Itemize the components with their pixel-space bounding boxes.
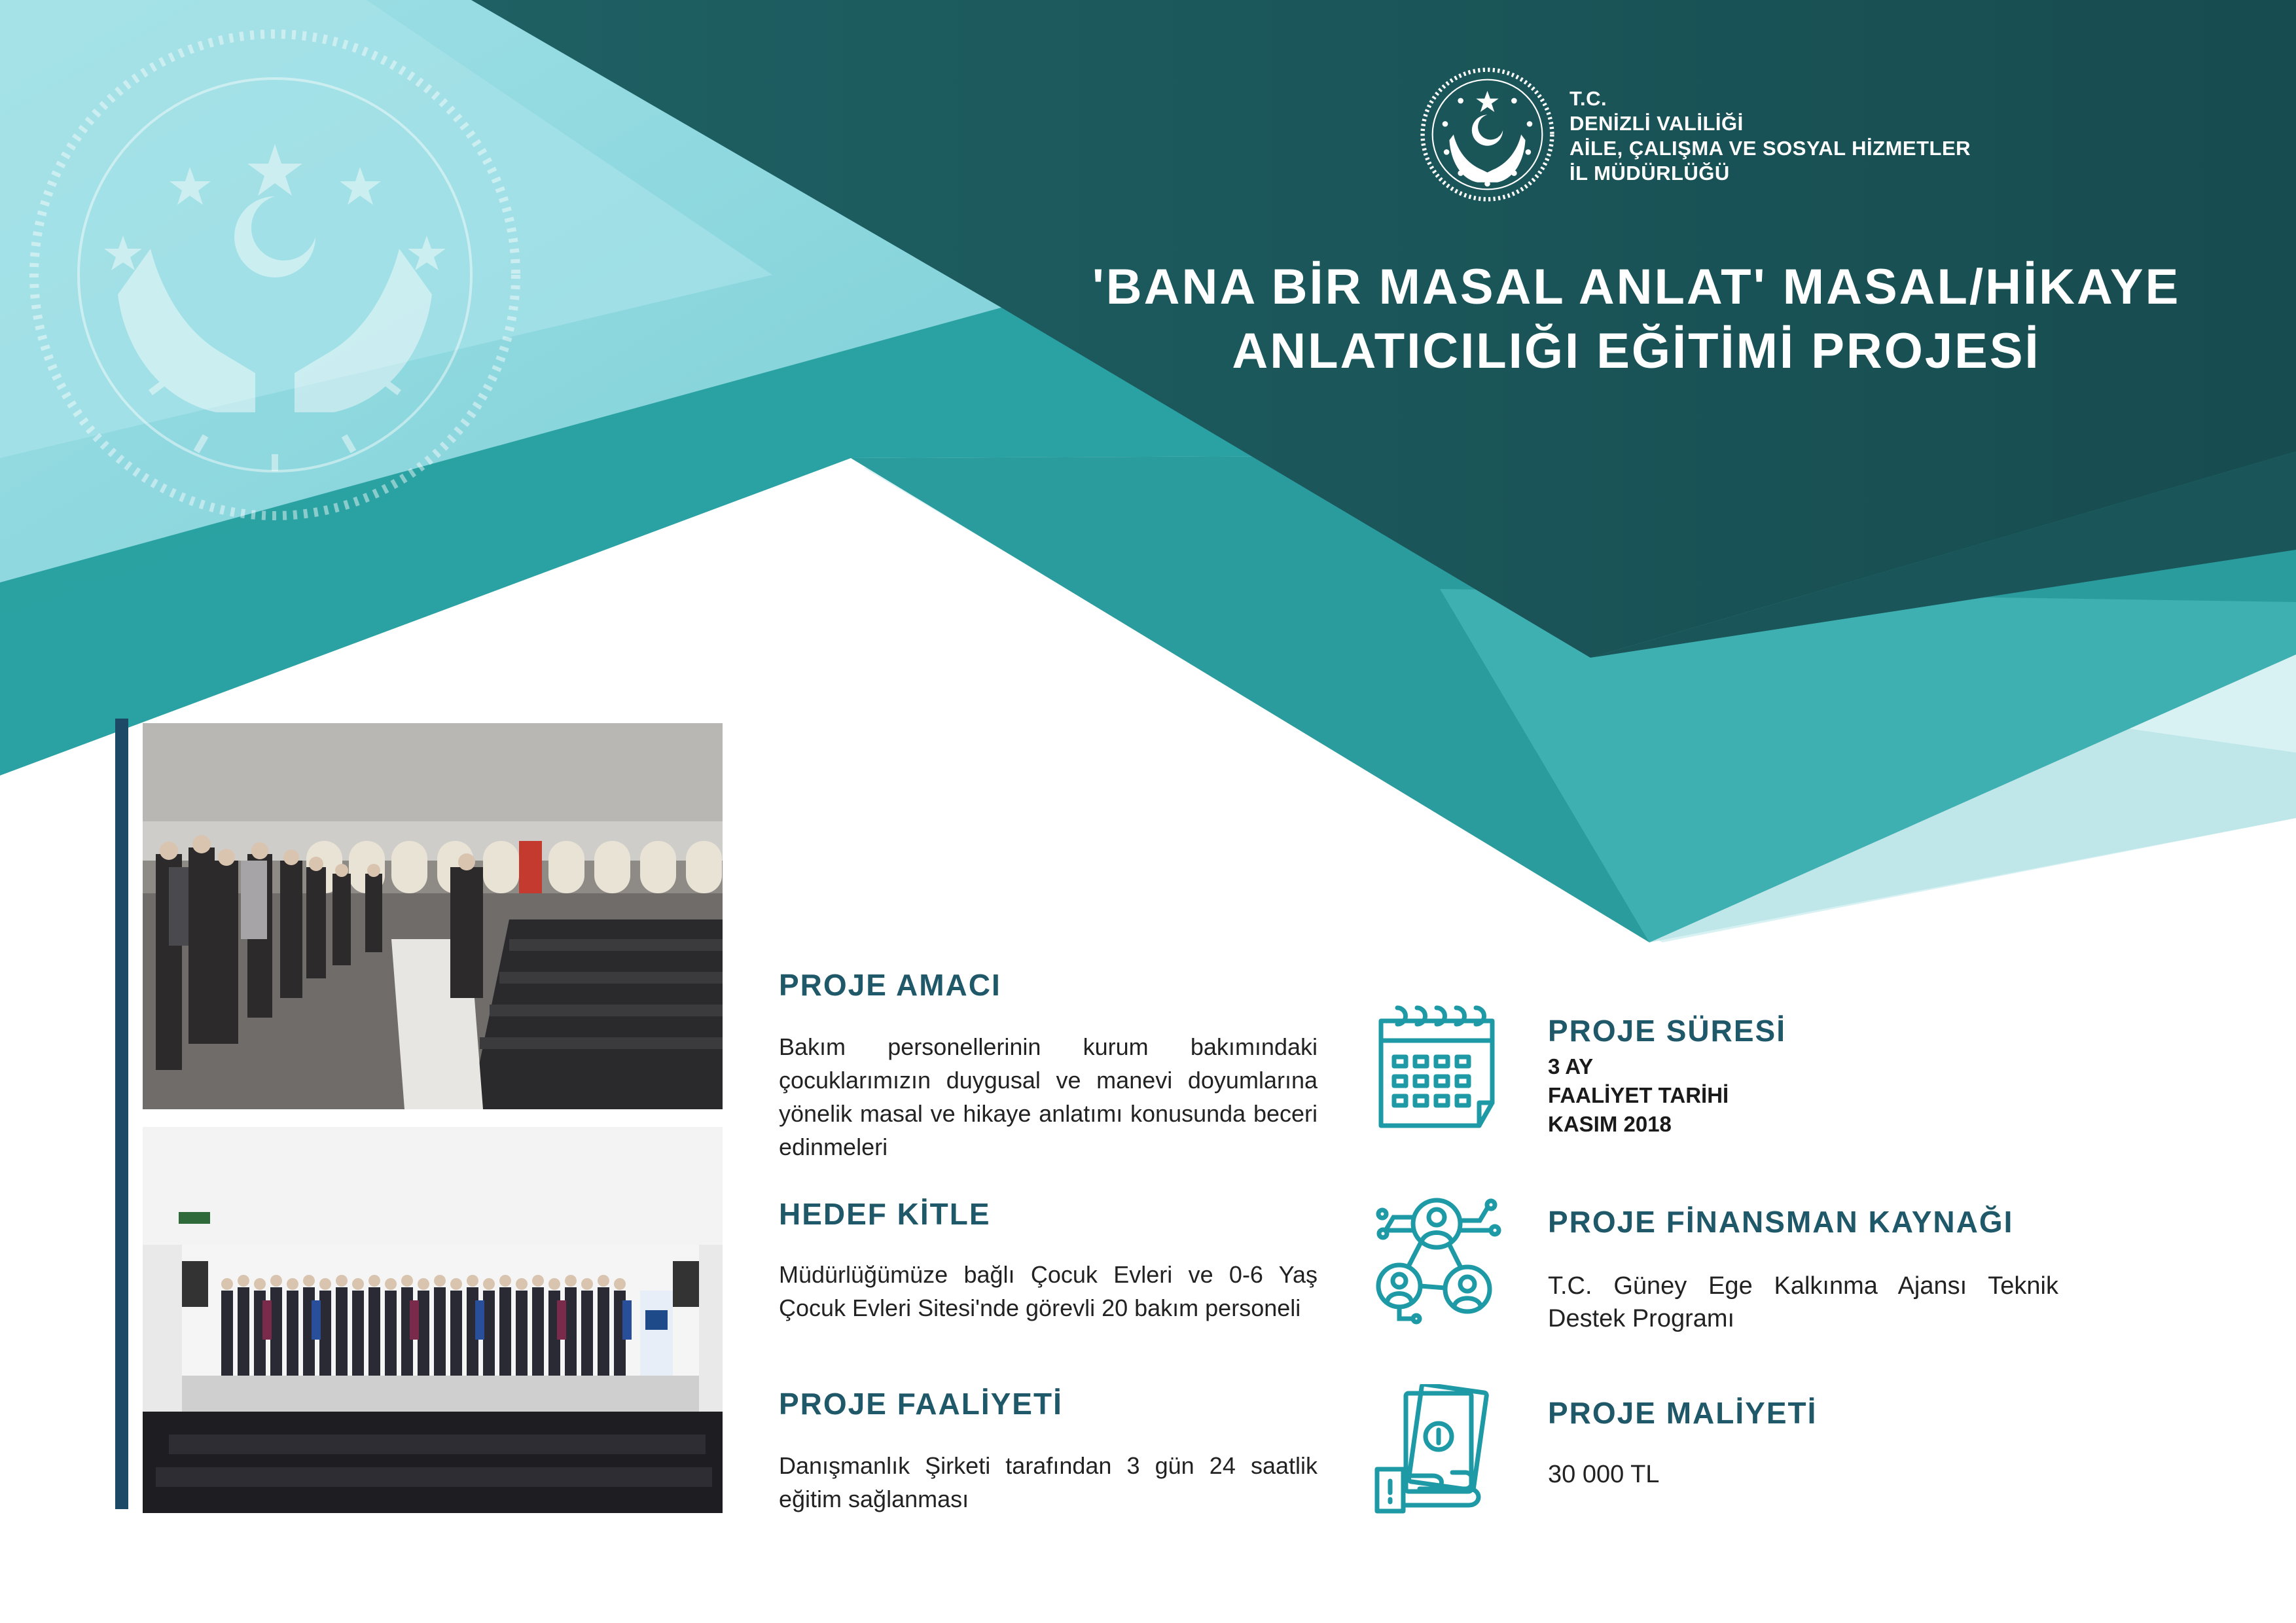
org-line-1: T.C. xyxy=(1570,87,1607,110)
info-sure-date: KASIM 2018 xyxy=(1548,1112,1672,1136)
people-network-icon xyxy=(1374,1194,1505,1325)
section-body-faaliyet: Danışmanlık Şirketi tarafından 3 gün 24 saatlik eğitim sağlanması xyxy=(779,1452,1318,1512)
info-title-finansman: PROJE FİNANSMAN KAYNAĞI xyxy=(1548,1205,2014,1239)
section-title-faaliyet: PROJE FAALİYETİ xyxy=(779,1387,1063,1421)
org-line-3: AİLE, ÇALIŞMA VE SOSYAL HİZMETLER xyxy=(1570,137,1971,160)
info-sure-duration: 3 AY xyxy=(1548,1054,1594,1079)
org-line-4: İL MÜDÜRLÜĞÜ xyxy=(1570,162,1730,185)
info-body-finansman: T.C. Güney Ege Kalkınma Ajansı Teknik Destek Programı xyxy=(1548,1272,2058,1332)
info-body-maliyet: 30 000 TL xyxy=(1548,1461,1660,1488)
money-hand-icon xyxy=(1374,1384,1505,1515)
page-title xyxy=(1021,255,2251,383)
section-title-hedef: HEDEF KİTLE xyxy=(779,1197,991,1231)
title-line-1: 'BANA BİR MASAL ANLAT' MASAL/HİKAYE xyxy=(1092,259,2181,315)
photo-training-room xyxy=(143,723,723,1109)
photo-group xyxy=(143,1127,723,1513)
left-accent-bar xyxy=(115,719,128,1509)
section-body-hedef: Müdürlüğümüze bağlı Çocuk Evleri ve 0-6 Yaş Çocuk Evleri Sitesi'nde görevli 20 bakım personeli xyxy=(779,1261,1318,1321)
ministry-emblem-icon xyxy=(1417,64,1558,205)
info-title-maliyet: PROJE MALİYETİ xyxy=(1548,1396,1818,1430)
info-sure-date-label: FAALİYET TARİHİ xyxy=(1548,1083,1729,1107)
title-line-2: ANLATICILIĞI EĞİTİMİ PROJESİ xyxy=(1232,323,2041,379)
section-body-amac: Bakım personellerinin kurum bakımındaki çocuklarımızın duygusal ve manevi doyumlarına yönelik masal ve hikaye anlatımı konusunda beceri edinmeleri xyxy=(779,1033,1318,1160)
org-line-2: DENİZLİ VALİLİĞİ xyxy=(1570,112,1744,135)
calendar-icon xyxy=(1374,1001,1505,1132)
info-title-sure: PROJE SÜRESİ xyxy=(1548,1014,1786,1048)
section-title-amac: PROJE AMACI xyxy=(779,968,1001,1002)
organization-name xyxy=(1570,86,1971,186)
